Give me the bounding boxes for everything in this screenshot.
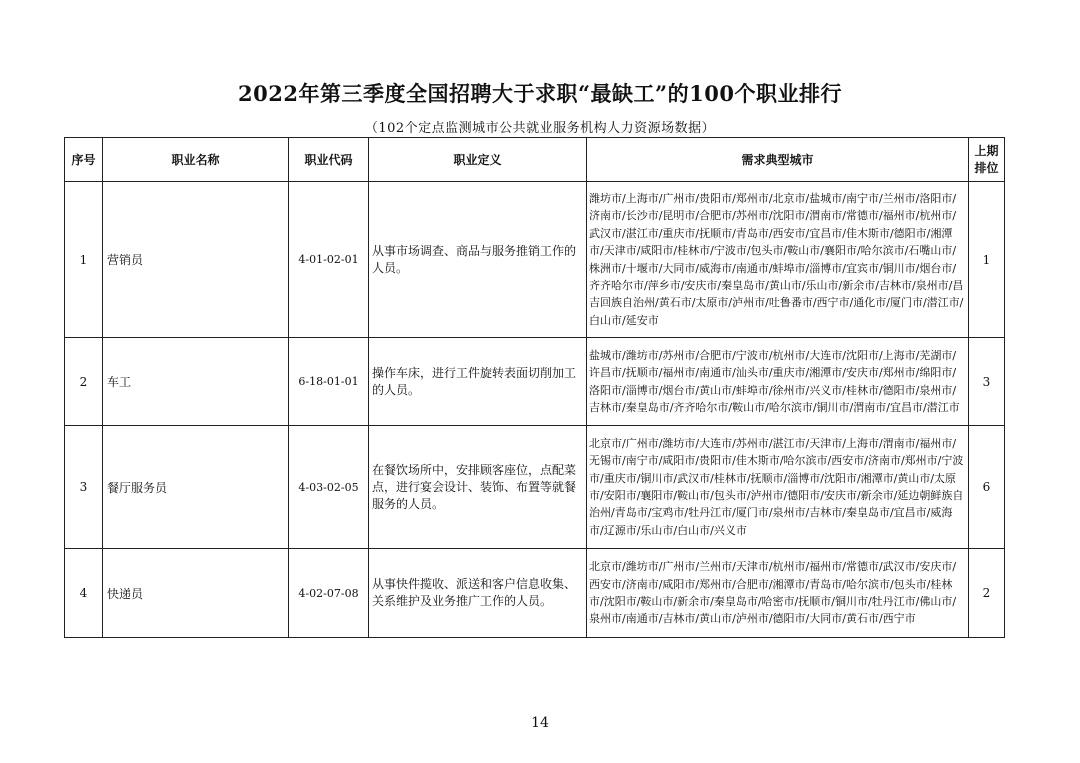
occupation-code: 4-01-02-01: [289, 182, 369, 338]
row-no: 1: [65, 182, 103, 338]
occupation-definition: 操作车床，进行工件旋转表面切削加工的人员。: [369, 338, 587, 426]
row-no: 4: [65, 549, 103, 638]
occupation-code: 6-18-01-01: [289, 338, 369, 426]
header-prev-rank: 上期排位: [969, 138, 1005, 182]
occupation-code: 4-03-02-05: [289, 426, 369, 549]
header-no: 序号: [65, 138, 103, 182]
previous-rank: 3: [969, 338, 1005, 426]
header-definition: 职业定义: [369, 138, 587, 182]
table-row: [65, 426, 1005, 549]
occupation-definition: 从事快件揽收、派送和客户信息收集、关系维护及业务推广工作的人员。: [369, 549, 587, 638]
row-no: 3: [65, 426, 103, 549]
occupation-code: 4-02-07-08: [289, 549, 369, 638]
typical-cities: 北京市/广州市/潍坊市/大连市/苏州市/湛江市/天津市/上海市/渭南市/福州市/无锡市/南宁市/咸阳市/贵阳市/佳木斯市/哈尔滨市/西安市/济南市/郑州市/宁波市/重庆市/铜川市/武汉市/桂林市/抚顺市/淄博市/沈阳市/湘潭市/黄山市/太原市/安阳市/襄阳市/鞍山市/包头市/泸州市/德阳市/安庆市/新余市/延边朝鲜族自治州/青岛市/宝鸡市/牡丹江市/厦门市/泉州市/吉林市/秦皇岛市/宜昌市/威海市/辽源市/乐山市/白山市/兴义市: [587, 426, 969, 549]
occupation-definition: 从事市场调查、商品与服务推销工作的人员。: [369, 182, 587, 338]
typical-cities: 北京市/潍坊市/广州市/兰州市/天津市/杭州市/福州市/常德市/武汉市/安庆市/西安市/济南市/咸阳市/郑州市/合肥市/湘潭市/青岛市/哈尔滨市/包头市/桂林市/沈阳市/鞍山市/新余市/秦皇岛市/哈密市/抚顺市/铜川市/牡丹江市/佛山市/泉州市/南通市/吉林市/黄山市/泸州市/德阳市/大同市/黄石市/西宁市: [587, 549, 969, 638]
table-row: [65, 549, 1005, 638]
table-header-row: [65, 138, 1005, 182]
previous-rank: 1: [969, 182, 1005, 338]
page-subtitle: （102个定点监测城市公共就业服务机构人力资源场数据）: [364, 121, 716, 136]
previous-rank: 6: [969, 426, 1005, 549]
row-no: 2: [65, 338, 103, 426]
occupation-definition: 在餐饮场所中，安排顾客座位，点配菜点，进行宴会设计、装饰、布置等就餐服务的人员。: [369, 426, 587, 549]
occupation-table: [64, 137, 1005, 638]
occupation-name: 餐厅服务员: [103, 426, 289, 549]
table-row: [65, 182, 1005, 338]
occupation-name: 车工: [103, 338, 289, 426]
typical-cities: 盐城市/潍坊市/苏州市/合肥市/宁波市/杭州市/大连市/沈阳市/上海市/芜湖市/许昌市/抚顺市/福州市/南通市/汕头市/重庆市/湘潭市/安庆市/郑州市/绵阳市/洛阳市/淄博市/烟台市/黄山市/蚌埠市/徐州市/兴义市/桂林市/德阳市/泉州市/吉林市/秦皇岛市/齐齐哈尔市/鞍山市/哈尔滨市/铜川市/渭南市/宜昌市/潜江市: [587, 338, 969, 426]
previous-rank: 2: [969, 549, 1005, 638]
typical-cities: 潍坊市/上海市/广州市/贵阳市/郑州市/北京市/盐城市/南宁市/兰州市/洛阳市/济南市/长沙市/昆明市/合肥市/苏州市/沈阳市/渭南市/常德市/福州市/杭州市/武汉市/湛江市/重庆市/抚顺市/青岛市/西安市/宜昌市/佳木斯市/德阳市/湘潭市/天津市/咸阳市/桂林市/宁波市/包头市/鞍山市/襄阳市/哈尔滨市/石嘴山市/株洲市/十堰市/大同市/威海市/南通市/蚌埠市/淄博市/宜宾市/铜川市/烟台市/齐齐哈尔市/萍乡市/安庆市/秦皇岛市/黄山市/乐山市/新余市/吉林市/泉州市/昌吉回族自治州/黄石市/太原市/泸州市/吐鲁番市/西宁市/通化市/厦门市/潜江市/白山市/延安市: [587, 182, 969, 338]
header-cities: 需求典型城市: [587, 138, 969, 182]
header-code: 职业代码: [289, 138, 369, 182]
occupation-name: 营销员: [103, 182, 289, 338]
page-number: 14: [531, 715, 549, 731]
occupation-name: 快递员: [103, 549, 289, 638]
header-name: 职业名称: [103, 138, 289, 182]
page-title: 2022年第三季度全国招聘大于求职“最缺工”的100个职业排行: [238, 81, 842, 106]
table-row: [65, 338, 1005, 426]
